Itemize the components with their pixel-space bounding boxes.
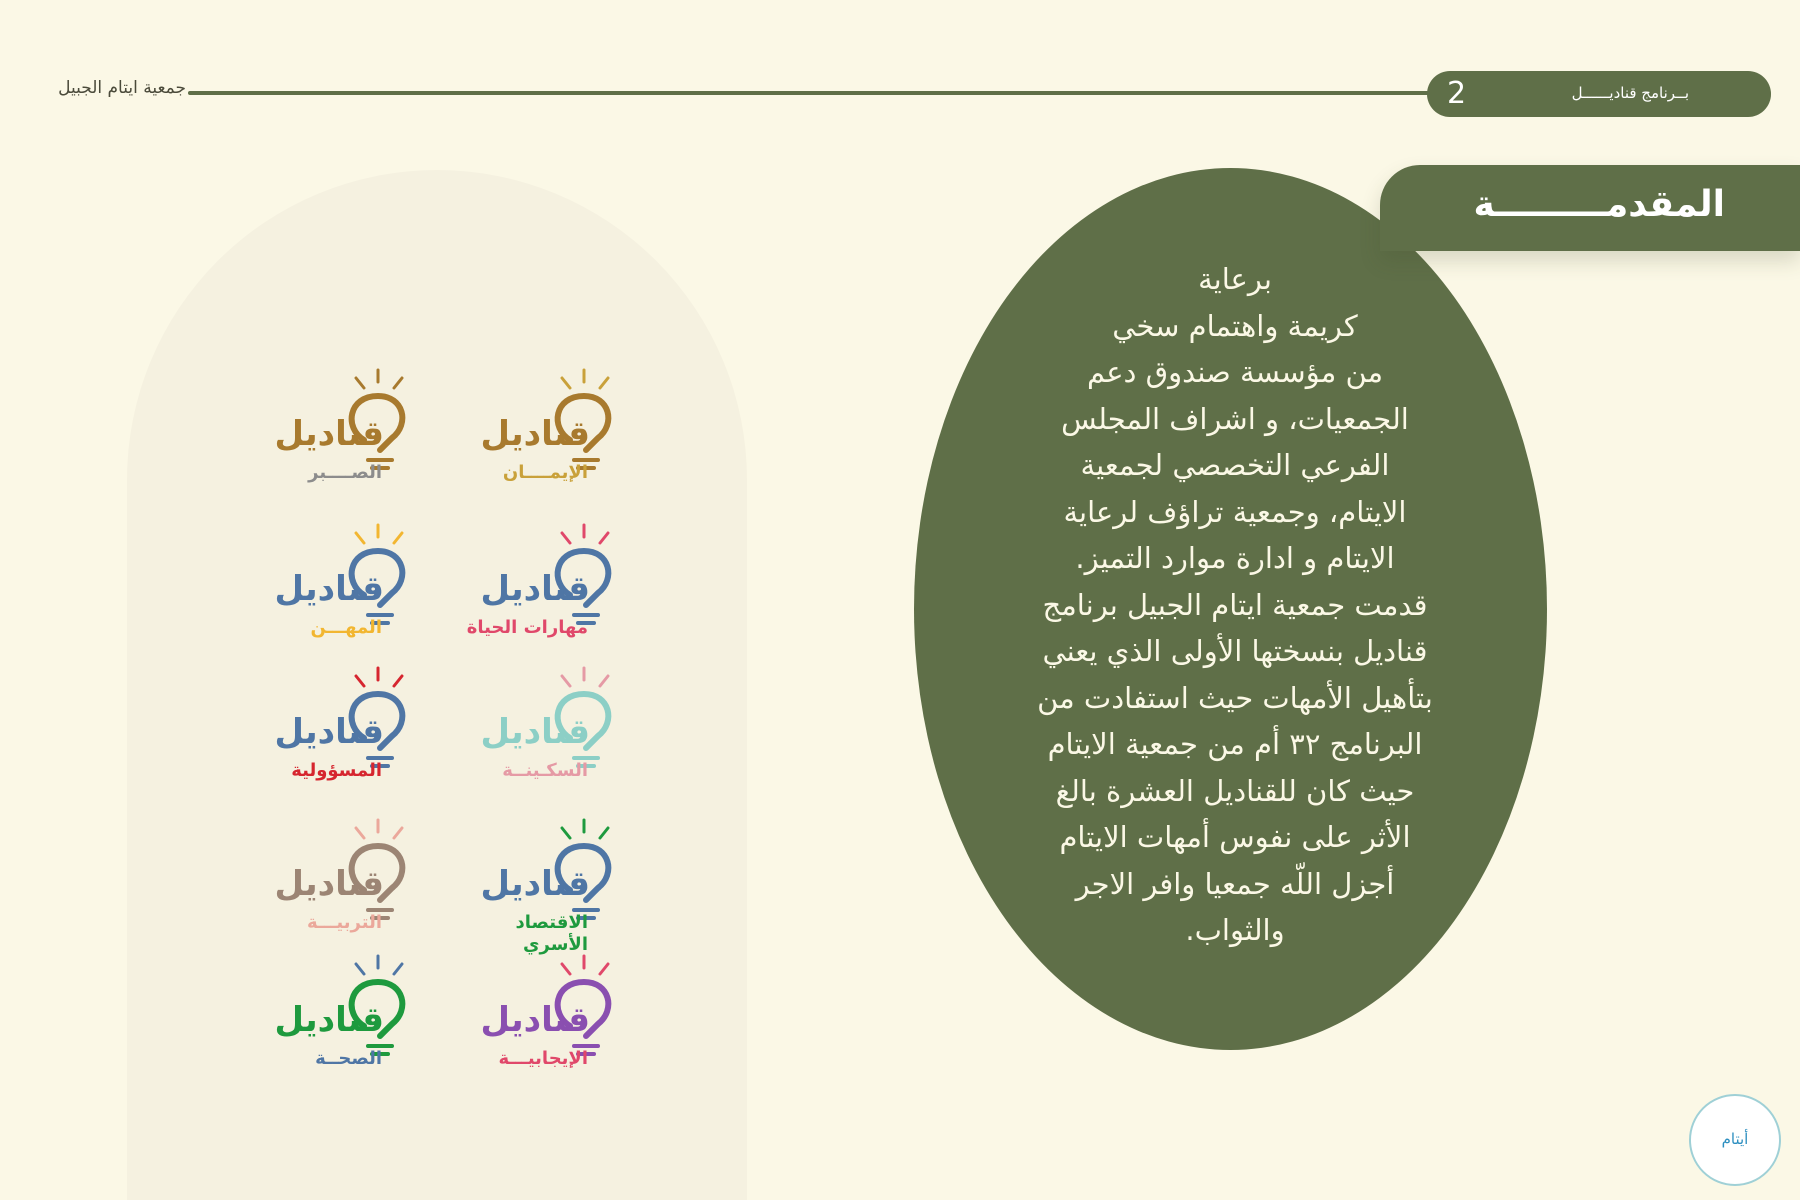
intro-line: أجزل اللّه جمعيا وافر الاجر [1075,866,1395,901]
intro-line: برعاية [1198,262,1272,296]
intro-line: الفرعي التخصصي لجمعية [1080,448,1390,482]
intro-line: والثواب. [1185,913,1285,947]
intro-line: الايتام و ادارة موارد التميز. [1075,541,1395,575]
program-tag [1427,71,1771,117]
emblem-text: أيتام [1721,1130,1749,1148]
program-name: بــرنامج قناديــــــل [1571,84,1689,102]
logo-subtitle: السكـينــة [502,760,588,781]
logo-subtitle: الإيمــــان [502,462,588,483]
qanadeel-logo [458,660,638,780]
logo-subtitle: المهـــن [310,617,382,638]
logo-word: قناديل [274,864,384,904]
logo-word: قناديل [480,1000,590,1040]
logo-word: قناديل [480,712,590,752]
logo-subtitle: المسؤولية [291,760,382,781]
logo-subtitle: الإيجابيـــة [498,1048,588,1069]
logo-subtitle: الصحــة [315,1048,382,1069]
intro-line: من مؤسسة صندوق دعم [1086,355,1384,389]
logo-word: قناديل [274,712,384,752]
logo-subtitle: مهارات الحياة [466,617,588,638]
logo-word: قناديل [274,1000,384,1040]
qanadeel-logo [252,362,432,482]
logo-word: قناديل [274,414,384,454]
qanadeel-logo [252,660,432,780]
intro-line: البرنامج ٣٢ أم من جمعية الايتام [1047,727,1423,761]
intro-line: كريمة واهتمام سخي [1112,308,1358,343]
qanadeel-logo [458,517,638,637]
page-number: 2 [1447,76,1467,111]
qanadeel-logo [458,812,638,955]
organization-name: جمعية ايتام الجبيل [58,78,186,98]
intro-line: قناديل بنسختها الأولى الذي يعني [1042,634,1428,668]
logo-word: قناديل [480,569,590,609]
intro-line: الايتام، وجمعية تراؤف لرعاية [1063,494,1407,529]
qanadeel-logo [252,517,432,637]
logo-panel-arch [127,170,747,1200]
logo-subtitle: الصــــبر [308,462,382,483]
section-title: المقدمـــــــــة [1473,184,1725,225]
intro-line: قدمت جمعية ايتام الجبيل برنامج [1042,587,1428,622]
intro-line: حيث كان للقناديل العشرة بالغ [1055,773,1415,808]
intro-text [950,256,1520,954]
qanadeel-logo [252,948,432,1068]
logo-word: قناديل [274,569,384,609]
logo-word: قناديل [480,414,590,454]
section-tab [1380,165,1800,251]
association-emblem-icon [1689,1094,1781,1186]
qanadeel-logo [252,812,432,932]
intro-line: بتأهيل الأمهات حيث استفادت من [1037,680,1433,715]
logo-subtitle: الاقتصاد الأسري [515,912,588,955]
logo-word: قناديل [480,864,590,904]
intro-line: الأثر على نفوس أمهات الايتام [1059,820,1411,854]
logo-subtitle: التربيـــة [307,912,382,933]
header-divider [188,91,1453,95]
qanadeel-logo [458,362,638,482]
intro-line: الجمعيات، و اشراف المجلس [1061,401,1409,436]
qanadeel-logo [458,948,638,1068]
